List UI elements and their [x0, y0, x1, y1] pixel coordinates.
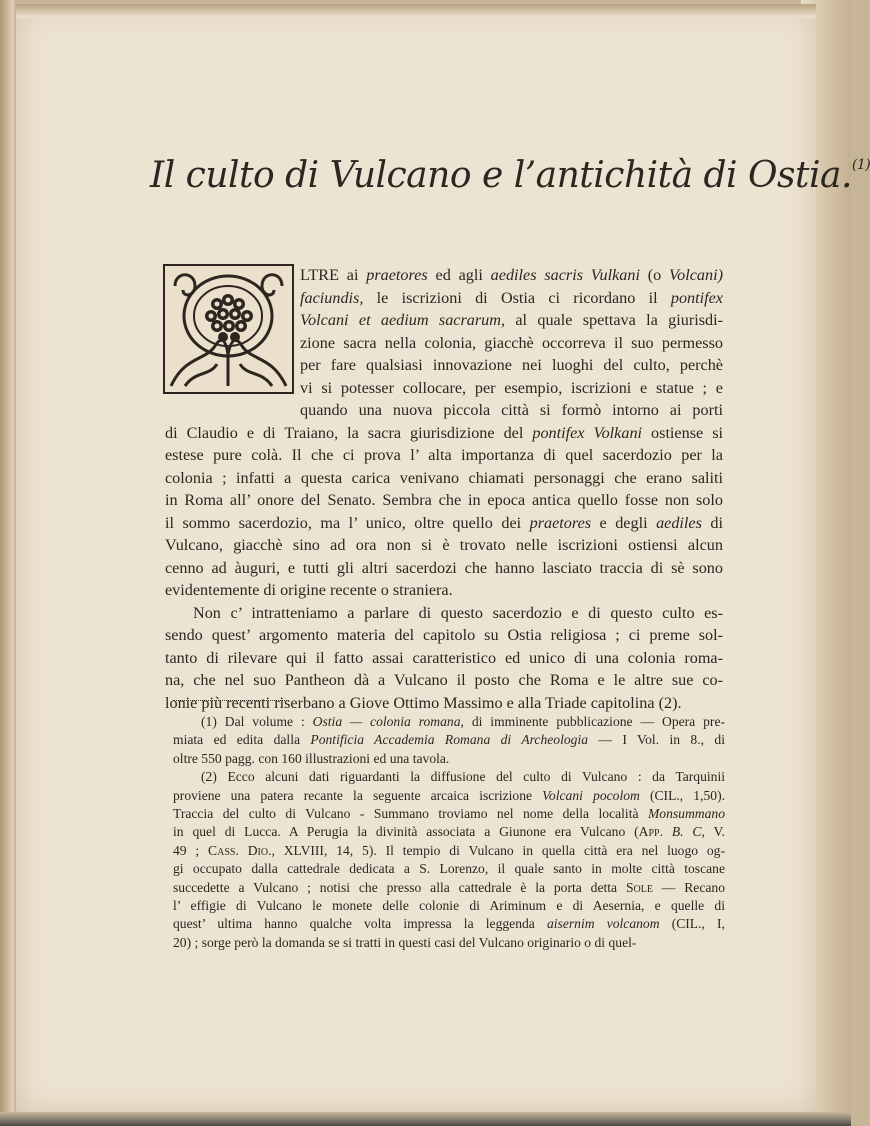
paragraph-line — [300, 354, 723, 377]
text-run: Traccia del culto di Vulcano - Summano troviamo nel nome della località — [173, 805, 648, 821]
text-run: — Recano — [652, 879, 725, 895]
paragraph-line — [300, 399, 723, 422]
italic-run: Volcani pocolom — [542, 787, 640, 803]
paragraph-line — [165, 534, 723, 557]
italic-run: pontifex Volkani — [532, 423, 643, 442]
text-run: proviene una patera recante la seguente arcaica iscrizione — [173, 787, 543, 803]
text-run: colonia ; infatti a questa carica venivano chiamati personaggi che erano saliti — [165, 468, 723, 487]
italic-run: Ostia — colonia romana, — [312, 714, 464, 729]
small-caps-run: App. — [638, 824, 663, 840]
text-run: estese pure colà. Il che ci prova l’ alta importanza di quel sacerdozio per la — [165, 446, 723, 464]
text-run: (1) Dal volume : — [201, 714, 313, 729]
italic-run: pontifex — [670, 288, 723, 307]
italic-run: Pontificia Accademia Romana di Archeologia — [310, 732, 589, 748]
footnote-line — [173, 897, 725, 915]
text-run: evidentemente di origine recente o straniera. — [165, 581, 453, 599]
paragraph-line — [165, 647, 723, 670]
text-run: miata ed edita dalla — [173, 732, 311, 748]
text-run: 20) ; sorge però la domanda se si tratti in questi casi del Vulcano originario o di quel- — [173, 934, 637, 950]
paragraph-line — [165, 624, 723, 647]
text-run: ed agli — [427, 266, 491, 284]
text-run: (2) Ecco alcuni dati riguardanti la diffusione del culto di Vulcano : da Tarquinii — [201, 769, 725, 785]
text-run — [663, 824, 672, 839]
footnote-line — [173, 713, 725, 731]
italic-run: praetores — [366, 266, 428, 284]
text-run: oltre 550 pagg. con 160 illustrazioni ed una tavola. — [173, 750, 450, 766]
footnote-line — [173, 934, 725, 952]
footnote-line — [173, 915, 725, 933]
text-run: ostiense si — [642, 423, 723, 442]
text-run: na, che nel suo Pantheon dà a Vulcano il posto che Roma e le altre sue co- — [165, 671, 723, 689]
text-run: cenno ad àuguri, e tutti gli altri sacerdozi che hanno lasciato traccia di sè sono — [165, 558, 723, 577]
footnote-line — [173, 787, 725, 805]
italic-run: Volcani) — [669, 266, 723, 284]
footnote-line — [173, 823, 725, 841]
paragraph-line — [165, 444, 723, 467]
text-run: gi occupato dalla cattedrale dedicata a S. Lorenzo, il quale santo in molte città toscane — [173, 861, 725, 877]
page-title — [150, 155, 870, 196]
paragraph-line — [165, 669, 723, 692]
italic-run: faciundis, — [300, 288, 364, 307]
paragraph-line — [165, 467, 723, 490]
footnotes — [173, 713, 725, 952]
text-run: le iscrizioni di Ostia ci ricordano il — [363, 288, 671, 307]
text-run: LTRE ai — [300, 266, 367, 284]
title-text: Il culto di Vulcano e l’antichità di Ostia. — [150, 155, 852, 196]
text-run: (CIL., I, — [659, 916, 725, 932]
text-run: tanto di rilevare qui il fatto assai caratteristico ed unico di una colonia roma- — [165, 648, 723, 667]
text-run: quando una nuova piccola città si formò intorno ai porti — [300, 401, 723, 419]
italic-run: Monsummano — [647, 805, 725, 821]
paragraph-line — [300, 377, 723, 400]
main-body-text — [165, 264, 723, 714]
footnote-line — [173, 842, 725, 860]
text-run: e degli — [591, 513, 657, 532]
text-run: 49 ; — [173, 842, 209, 858]
footnote-line — [173, 805, 725, 823]
text-run: lonie più recenti riserbano a Giove Ottimo Massimo e alla Triade capitolina (2). — [165, 693, 682, 712]
paragraph-line — [165, 422, 723, 445]
italic-run: aediles sacris Vulkani — [490, 266, 640, 284]
text-run: (CIL., 1,50). — [639, 787, 725, 803]
footnote-line — [173, 768, 725, 786]
small-caps-run: Sole — [625, 879, 653, 895]
paragraph-line — [300, 264, 723, 287]
text-run: quest’ ultima hanno qualche volta impressa la leggenda — [173, 916, 547, 932]
italic-run: praetores — [529, 513, 592, 532]
paragraph-1 — [165, 264, 723, 602]
italic-run: aediles — [656, 513, 702, 532]
paragraph-line — [165, 602, 723, 625]
paragraph-line — [300, 287, 723, 310]
paragraph-line — [165, 489, 723, 512]
page-top-edge — [16, 4, 816, 18]
text-run: in quel di Lucca. A Perugia la divinità associata a Giunone era Vulcano ( — [173, 824, 639, 840]
italic-run: aisernim volcanom — [546, 916, 660, 932]
page-edge-bottom — [0, 1112, 851, 1126]
text-run: di Claudio e di Traiano, la sacra giurisdizione del — [165, 423, 533, 442]
text-run: Vulcano, giacchè sino ad ora non si è trovato nelle iscrizioni ostiensi alcun — [165, 536, 723, 554]
text-run: in Roma all’ onore del Senato. Sembra che in epoca antica quello fosse non solo — [165, 491, 723, 509]
text-run: V. — [704, 824, 725, 840]
title-footnote-marker: (1) — [851, 157, 870, 173]
text-run: l’ effigie di Vulcano le monete delle colonie di Ariminum e di Aesernia, e quelle di — [173, 897, 725, 913]
text-run: zione sacra nella colonia, giacchè occorreva il suo permesso — [300, 333, 723, 352]
small-caps-run: Cass. Dio., — [208, 842, 275, 858]
italic-run: B. C, — [671, 824, 705, 840]
paragraph-2 — [165, 602, 723, 715]
page-edge-left — [0, 0, 14, 1126]
paragraph-line — [300, 332, 723, 355]
paragraph-line — [165, 579, 723, 602]
footnote-line — [173, 860, 725, 878]
paragraph-line — [165, 512, 723, 535]
text-run: sendo quest’ argomento materia del capitolo su Ostia religiosa ; ci preme sol- — [165, 626, 723, 644]
text-run: — I Vol. in 8., di — [588, 732, 725, 748]
paragraph-line — [165, 557, 723, 580]
italic-run: Volcani et aedium sacrarum, — [300, 311, 505, 329]
text-run: il sommo sacerdozio, ma l’ unico, oltre quello dei — [165, 513, 530, 532]
text-run: di imminente pubblicazione — Opera pre- — [463, 714, 725, 729]
text-run: per fare qualsiasi innovazione nei luoghi del culto, perchè — [300, 356, 723, 374]
text-run: di — [701, 513, 723, 532]
text-run: XLVIII, 14, 5). Il tempio di Vulcano in quella città era nel luogo og- — [274, 842, 725, 858]
text-run: vi si potesser collocare, per esempio, iscrizioni e statue ; e — [300, 378, 723, 397]
footnote-separator — [173, 700, 289, 701]
text-run: (o — [639, 266, 670, 284]
footnote-2 — [173, 768, 725, 952]
footnote-1 — [173, 713, 725, 768]
text-run: al quale spettava la giurisdi- — [505, 311, 723, 329]
text-run: succedette a Vulcano ; notisi che presso alla cattedrale è la porta detta — [173, 879, 626, 895]
paragraph-line — [165, 692, 723, 715]
footnote-line — [173, 879, 725, 897]
footnote-line — [173, 750, 725, 768]
paragraph-line — [300, 309, 723, 332]
text-run: Non c’ intratteniamo a parlare di questo sacerdozio e di questo culto es- — [193, 603, 723, 622]
footnote-line — [173, 731, 725, 749]
